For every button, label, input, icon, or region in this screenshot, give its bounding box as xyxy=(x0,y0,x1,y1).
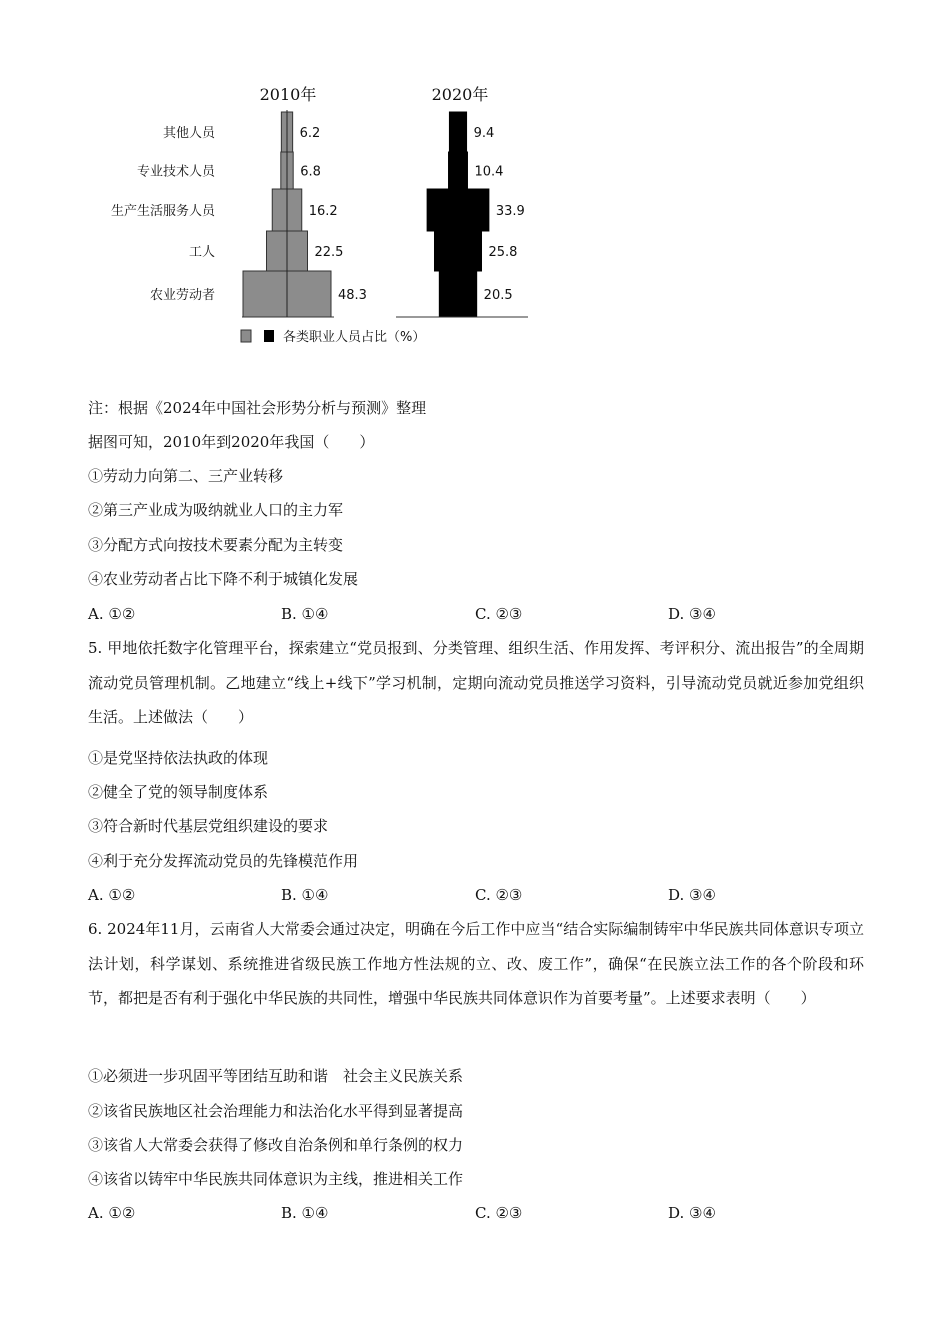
value-label-2010: 48.3 xyxy=(338,288,367,303)
population-pyramid-chart xyxy=(70,75,550,355)
q5-option-a[interactable]: A. ①② xyxy=(88,886,136,904)
q4-stem: 据图可知，2010年到2020年我国（ ） xyxy=(88,433,375,451)
category-label: 生产生活服务人员 xyxy=(110,204,215,219)
q4-option-b[interactable]: B. ①④ xyxy=(281,605,329,623)
bar-2020 xyxy=(449,112,466,152)
q6-option-c[interactable]: C. ②③ xyxy=(475,1204,523,1222)
legend-label: 各类职业人员占比（%） xyxy=(283,330,426,345)
q4-item-2: ②第三产业成为吸纳就业人口的主力军 xyxy=(88,501,344,519)
q4-option-d[interactable]: D. ③④ xyxy=(668,605,716,623)
category-label: 专业技术人员 xyxy=(136,164,215,180)
q6-stem: 6. 2024年11月，云南省人大常委会通过决定，明确在今后工作中应当“结合实际编制铸牢中华民族共同体意识专项立法计划，科学谋划、系统推进省级民族工作地方性法规的立、改、废工作”，确保“在民族立法工作的各个阶段和环节，都把是否有利于强化中华民族的共同性，增强中华民族共同体意识作为首要考量”。上述要求表明（ ） xyxy=(88,920,864,1007)
category-label: 其他人员 xyxy=(162,126,215,141)
chart-title-2010: 2010年 xyxy=(259,85,317,104)
bar-2020 xyxy=(439,271,476,317)
q6-option-d[interactable]: D. ③④ xyxy=(668,1204,716,1222)
value-label-2010: 16.2 xyxy=(308,204,338,219)
q5-option-c[interactable]: C. ②③ xyxy=(475,886,523,904)
q4-option-a[interactable]: A. ①② xyxy=(88,605,136,623)
value-label-2010: 6.8 xyxy=(300,164,321,180)
value-label-2010: 6.2 xyxy=(299,126,321,141)
q4-option-c[interactable]: C. ②③ xyxy=(475,605,523,623)
q5-item-3: ③符合新时代基层党组织建设的要求 xyxy=(88,817,329,835)
q6-item-4: ④该省以铸牢中华民族共同体意识为主线，推进相关工作 xyxy=(88,1170,464,1188)
q4-note: 注：根据《2024年中国社会形势分析与预测》整理 xyxy=(88,399,427,417)
legend-swatch-2010 xyxy=(241,330,251,342)
q5-item-4: ④利于充分发挥流动党员的先锋模范作用 xyxy=(88,852,359,870)
legend-swatch-2020 xyxy=(264,330,274,342)
value-label-2020: 20.5 xyxy=(483,288,513,303)
chart-title-2020: 2020年 xyxy=(431,85,489,104)
q6-item-2: ②该省民族地区社会治理能力和法治化水平得到显著提高 xyxy=(88,1102,464,1120)
q5-option-b[interactable]: B. ①④ xyxy=(281,886,329,904)
bar-2020 xyxy=(427,189,489,231)
q6-item-1: ①必须进一步巩固平等团结互助和谐 社会主义民族关系 xyxy=(88,1067,464,1085)
q6-option-a[interactable]: A. ①② xyxy=(88,1204,136,1222)
q4-item-1: ①劳动力向第二、三产业转移 xyxy=(88,467,284,485)
category-label: 农业劳动者 xyxy=(149,288,215,303)
q5-stem: 5. 甲地依托数字化管理平台，探索建立“党员报到、分类管理、组织生活、作用发挥、考评积分、流出报告”的全周期流动党员管理机制。乙地建立“线上+线下”学习机制，定期向流动党员推送学习资料，引导流动党员就近参加党组织生活。上述做法（ ） xyxy=(88,639,864,726)
bar-2020 xyxy=(434,231,481,271)
q6-option-b[interactable]: B. ①④ xyxy=(281,1204,329,1222)
q5-option-d[interactable]: D. ③④ xyxy=(668,886,716,904)
q5-item-2: ②健全了党的领导制度体系 xyxy=(88,783,269,801)
q4-item-4: ④农业劳动者占比下降不利于城镇化发展 xyxy=(88,570,359,588)
value-label-2020: 9.4 xyxy=(473,126,495,141)
value-label-2020: 33.9 xyxy=(495,204,525,219)
bar-2020 xyxy=(449,152,468,189)
q5-item-1: ①是党坚持依法执政的体现 xyxy=(88,749,269,767)
q4-item-3: ③分配方式向按技术要素分配为主转变 xyxy=(88,536,344,554)
value-label-2020: 10.4 xyxy=(474,164,504,180)
value-label-2010: 22.5 xyxy=(314,245,344,260)
q6-item-3: ③该省人大常委会获得了修改自治条例和单行条例的权力 xyxy=(88,1136,464,1154)
value-label-2020: 25.8 xyxy=(488,245,518,260)
category-label: 工人 xyxy=(188,245,215,260)
